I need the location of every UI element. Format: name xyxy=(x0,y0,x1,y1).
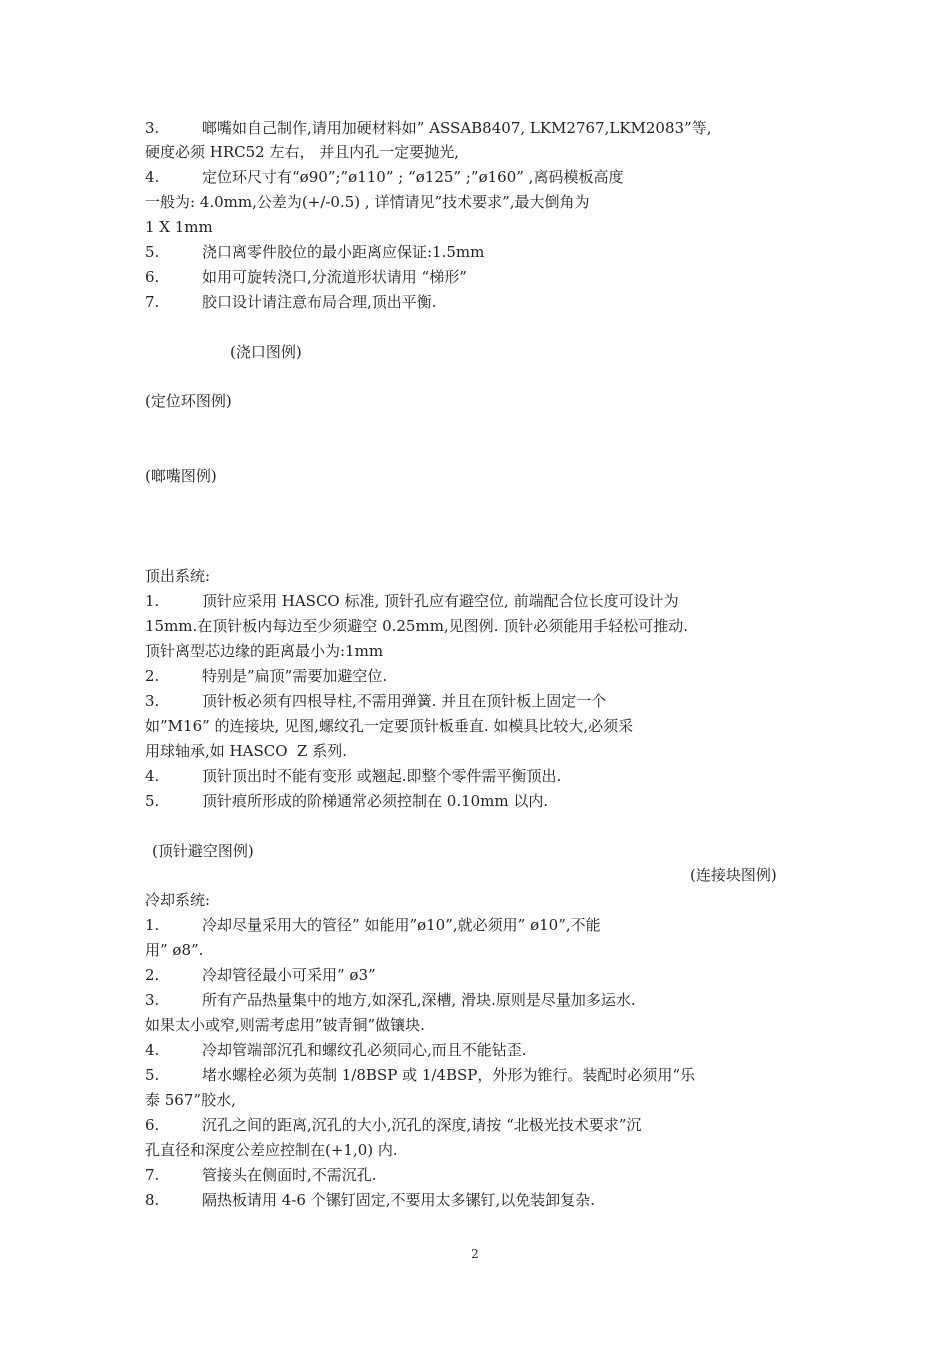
gate-figure-caption: (浇口图例) xyxy=(230,343,302,361)
cooling-item-3-line-2: 如果太小或窄,则需考虑用”铍青铜”做镶块. xyxy=(145,1016,425,1034)
cooling-item-1-line-1: 1. 冷却尽量采用大的管径” 如能用”ø10”,就必须用” ø10”,不能 xyxy=(145,916,601,934)
ejector-item-2: 2. 特别是”扁顶”需要加避空位. xyxy=(145,667,388,685)
gate-item-3-line-2: 硬度必须 HRC52 左右， 并且内孔一定要抛光, xyxy=(145,143,460,161)
ejector-item-3-line-2: 如”M16” 的连接块, 见图,螺纹孔一定要顶针板垂直. 如模具比较大,必须采 xyxy=(145,717,634,735)
locating-ring-figure-caption: (定位环图例) xyxy=(145,392,232,410)
ejector-section-heading: 顶出系统: xyxy=(145,567,211,585)
sprue-bushing-figure-caption: (啷嘴图例) xyxy=(145,467,217,485)
gate-item-7: 7. 胶口设计请注意布局合理,顶出平衡. xyxy=(145,293,437,311)
gate-item-5: 5. 浇口离零件胶位的最小距离应保证:1.5mm xyxy=(145,243,485,261)
cooling-item-1-line-2: 用” ø8”. xyxy=(145,941,204,959)
cooling-item-2: 2. 冷却管径最小可采用” ø3” xyxy=(145,966,376,984)
gate-item-4-line-1: 4. 定位环尺寸有“ø90”;”ø110” ; “ø125” ;”ø160” ,离码模板高度 xyxy=(145,168,624,186)
cooling-item-8: 8. 隔热板请用 4-6 个镙钉固定,不要用太多镙钉,以免装卸复杂. xyxy=(145,1191,595,1209)
cooling-item-6-line-2: 孔直径和深度公差应控制在(+1,0) 内. xyxy=(145,1141,398,1159)
cooling-item-3-line-1: 3. 所有产品热量集中的地方,如深孔,深槽, 滑块.原则是尽量加多运水. xyxy=(145,991,636,1009)
ejector-item-3-line-3: 用球轴承,如 HASCO Z 系列. xyxy=(145,742,347,760)
connector-block-figure-caption: (连接块图例) xyxy=(690,866,777,884)
ejector-clearance-figure-caption: (顶针避空图例) xyxy=(152,842,254,860)
cooling-item-5-line-1: 5. 堵水螺栓必须为英制 1/8BSP 或 1/4BSP，外形为锥行。装配时必须用“乐 xyxy=(145,1066,696,1084)
ejector-item-1-line-3: 顶针离型芯边缘的距离最小为:1mm xyxy=(145,642,384,660)
ejector-item-1-line-1: 1. 顶针应采用 HASCO 标准, 顶针孔应有避空位, 前端配合位长度可设计为 xyxy=(145,592,679,610)
cooling-section-heading: 冷却系统: xyxy=(145,891,211,909)
gate-item-3-line-1: 3. 啷嘴如自己制作,请用加硬材料如” ASSAB8407, LKM2767,LKM2083”等, xyxy=(145,119,712,137)
cooling-item-7: 7. 管接头在侧面时,不需沉孔. xyxy=(145,1166,377,1184)
ejector-item-4: 4. 顶针顶出时不能有变形 或翘起.即整个零件需平衡顶出. xyxy=(145,767,562,785)
gate-item-6: 6. 如用可旋转浇口,分流道形状请用 “梯形” xyxy=(145,268,467,286)
cooling-item-4: 4. 冷却管端部沉孔和螺纹孔必须同心,而且不能钻歪. xyxy=(145,1041,527,1059)
page-number: 2 xyxy=(471,1247,479,1261)
ejector-item-5: 5. 顶针痕所形成的阶梯通常必须控制在 0.10mm 以内. xyxy=(145,792,549,810)
gate-item-4-line-2: 一般为: 4.0mm,公差为(+/-0.5) , 详情请见”技术要求”,最大倒角为 xyxy=(145,193,590,211)
ejector-item-1-line-2: 15mm.在顶针板内每边至少须避空 0.25mm,见图例. 顶针必须能用手轻松可推动. xyxy=(145,617,688,635)
ejector-item-3-line-1: 3. 顶针板必须有四根导柱,不需用弹簧. 并且在顶针板上固定一个 xyxy=(145,692,607,710)
gate-item-4-line-3: 1 X 1mm xyxy=(145,218,213,236)
cooling-item-5-line-2: 泰 567”胶水, xyxy=(145,1091,236,1109)
cooling-item-6-line-1: 6. 沉孔之间的距离,沉孔的大小,沉孔的深度,请按 “北极光技术要求”沉 xyxy=(145,1116,642,1134)
